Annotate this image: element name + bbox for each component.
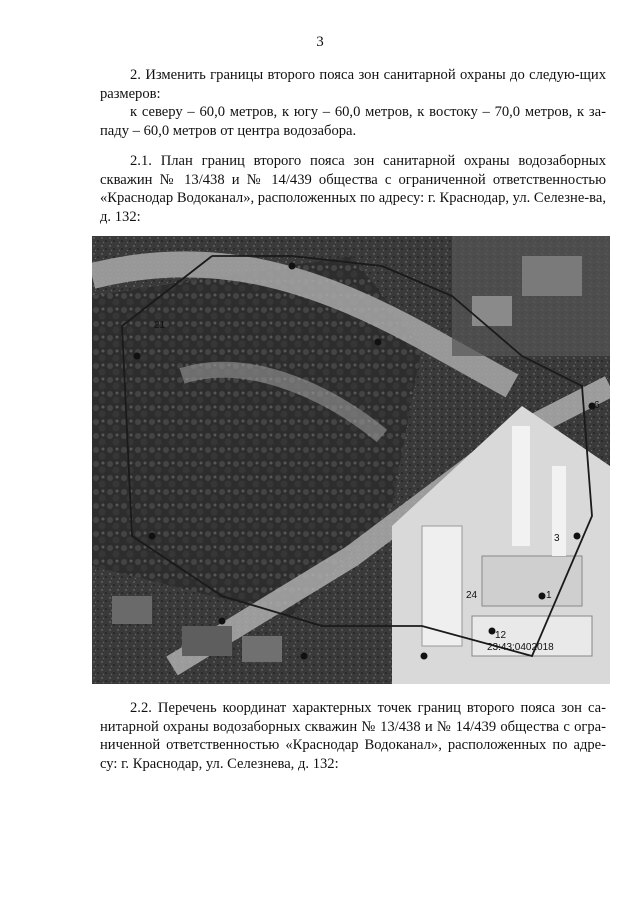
map-label-cadastral: 23:43:0402018: [487, 642, 554, 653]
aerial-photo-icon: [92, 236, 610, 684]
section-2-2-text: 2.2. Перечень координат характерных точек границ второго пояса зон са-нитарной охраны водозаборных скважин № 13/438 и № 14/439 общества с огра-ниченной ответственностью «Краснодар Водоканал», расположенных по адре-су: г. Краснодар, ул. Селезнева, д. 132:: [100, 700, 606, 772]
map-label-1: 1: [546, 590, 552, 601]
section-2-1-text: 2.1. План границ второго пояса зон санитарной охраны водозаборных скважин № 13/438 и № 14/439 общества с ограниченной ответственностью «Краснодар Водоканал», расположенных по адресу: г. Краснодар, ул. Селезне-ва, д. 132:: [100, 153, 606, 225]
section-2-lead: 2. Изменить границы второго пояса зон санитарной охраны до следую-щих размеров:: [100, 67, 606, 102]
map-label-6: 6: [594, 400, 600, 411]
aerial-map: [92, 236, 610, 684]
map-label-3: 3: [554, 533, 560, 544]
map-label-21: 21: [154, 320, 166, 331]
page-number: 3: [316, 34, 324, 50]
map-label-12: 12: [495, 630, 507, 641]
map-label-24: 24: [466, 590, 478, 601]
section-2-distances: к северу – 60,0 метров, к югу – 60,0 метров, к востоку – 70,0 метров, к за-паду – 60,0 метров от центра водозабора.: [100, 104, 606, 139]
